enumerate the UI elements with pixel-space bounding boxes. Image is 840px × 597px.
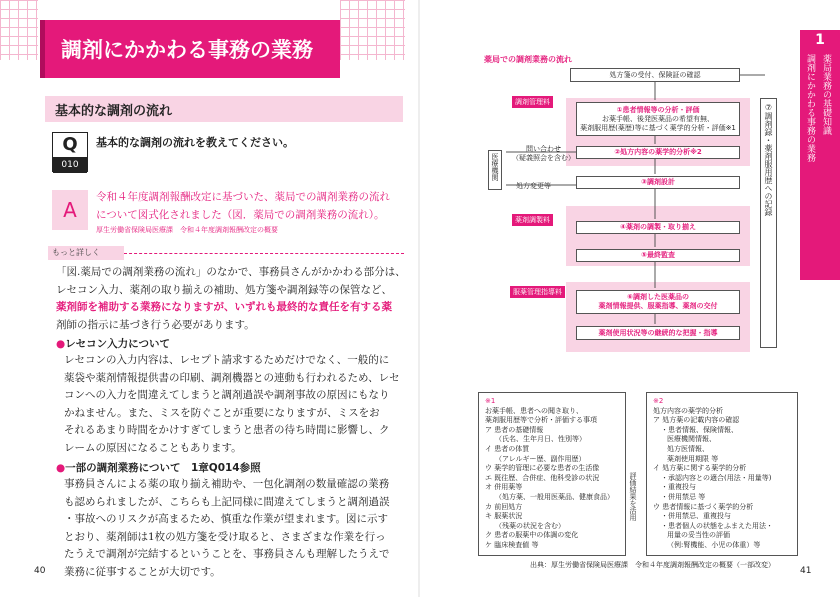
note-line: （残薬の状況を含む） [495,521,565,530]
answer-line: 令和４年度調剤報酬改定に基づいた、薬局での調剤業務の流れ [96,191,390,203]
text-line: レセコン入力、薬剤の取り揃えの補助、処方箋や調剤録等の保管など、 [56,283,392,296]
text-line: とおり、薬剤師は1枚の処方箋を受け取ると、さまざまな作業を行っ [64,530,386,543]
step6-line: ⑥調剤した医薬品の [627,293,689,301]
tag-prep: 薬剤調製料 [512,214,553,226]
page-number-left: 40 [34,566,46,576]
note-line: （氏名、生年月日、性別等） [495,435,586,444]
text-line: 薬袋や薬剤情報提供書の印刷、調剤機器との連動も行われるため、レセ [64,371,400,384]
text-line: ・事故へのリスクが高まるため、慎重な作業が望まれます。図に示す [64,513,389,525]
step4-text: ④薬剤の調製・取り揃え [620,223,696,231]
chapter-title: 調剤にかかわる事務の業務 [40,20,340,78]
note-line: イ 処方薬に関する薬学的分析 [653,464,747,473]
tag-guidance: 服薬管理指導料 [510,286,565,298]
step1-title: ①患者情報等の分析・評価 [616,105,700,114]
text-line: レームの原因になることもあります。 [64,441,242,454]
bullet-dot-icon: ● [56,338,66,350]
inquiry-sub: （疑義照会を含む） [512,154,575,162]
figure-title: 薬局での調剤業務の流れ [484,55,572,64]
question-letter: Q [62,134,78,155]
text-line: も認められましたが、こちらも上記同様に間違えてしまうと調剤過誤 [64,495,390,508]
text-line: それるあまり時間をかけすぎてしまうと患者の待ち時間に影響し、ク [64,424,390,436]
note-line: ※1 [485,397,496,405]
text-line: コンへの入力を間違えてしまうと調剤過誤や調剤事故の原因にもなり [64,389,390,401]
bullet-text: レセコン入力について [65,338,170,350]
note-line: （アレルギー歴、副作用歴） [495,454,586,463]
note-line: ・併用禁忌 等 [661,492,706,501]
note-line: 薬剤服用歴等で分析・評価する事項 [485,416,597,425]
note-line: ケ 臨床検査値 等 [485,540,539,549]
note-line: ・併用禁忌、重複投与 [661,512,731,521]
tab-number: 1 [815,32,825,48]
step5-text: ⑤最終監査 [641,251,675,259]
medical-institution: 医療機関 [488,150,502,190]
inquiry-text: 問い合わせ [526,145,561,153]
figure-source: 出典：厚生労働省保険局医療課 令和４年度調剤報酬改定の概要（一部改変） [530,561,775,569]
note-line: キ 服薬状況 [485,512,523,521]
note-line: エ 既往歴、合併症、他科受診の状況 [485,473,600,482]
tag-mgmt: 調剤管理料 [512,96,553,108]
answer-line: について図式化されました（図．薬局での調剤業務の流れ）。 [96,209,385,221]
chapter-side-tab [800,30,840,280]
step1-line: お薬手帳、後発医薬品の希望有無、 [602,114,714,123]
note-line: オ 併用薬等 [485,483,523,492]
question-text: 基本的な調剤の流れを教えてください。 [96,136,294,149]
tab-text: 調剤にかかわる事務の業務 [805,54,815,162]
text-line: 事務員さんによる薬の取り揃え補助や、一包化調剤の数量確認の業務 [64,478,390,490]
section-subtitle: 基本的な調剤の流れ [45,96,403,122]
eval-use-label: 評価結果を活用 [629,472,637,521]
text-line: 「図.薬局での調剤業務の流れ」のなかで、事務員さんがかかわる部分は、 [56,266,406,278]
note-line: ウ 患者情報に基づく薬学的分析 [653,502,754,511]
step3-text: ③調剤設計 [641,178,675,186]
note-line: ・重複投与 [661,483,696,492]
note-line: ア 処方薬の記載内容の確認 [653,416,740,425]
text-line: 剤師の指示に基づき行う必要があります。 [56,318,255,331]
record-column: ⑦調剤録・薬剤服用歴への記録 [760,98,777,348]
note-line: ウ 薬学的管理に必要な患者の生活像 [485,464,600,473]
page-number-right: 41 [800,566,812,576]
note-line: ・承認内容との適合(用法・用量等) [661,473,772,482]
note-line: 薬剤使用期限 等 [667,454,719,463]
text-line: 薬剤師を補助する業務になりますが、いずれも最終的な責任を有する薬 [56,301,392,313]
note-line: イ 患者の体質 [485,444,530,453]
note-line: ※2 [653,397,664,405]
note-line: ・患者個人の状態をふまえた用法・ [661,521,773,530]
text-line: 業務に従事することが大切です。 [64,565,221,578]
bullet-text: 一部の調剤業務について 1章Q014参照 [65,462,261,474]
tab-text: 薬局業務の基礎知識 [821,54,831,135]
note-line: お薬手帳、患者への聞き取り、 [485,406,583,415]
bullet-dot-icon: ● [56,462,66,474]
followup-text: 薬剤使用状況等の継続的な把握・指導 [598,328,718,337]
rx-change-label: 処方変更等 [516,182,551,190]
note-line: ア 患者の基礎情報 [485,425,544,434]
note-line: 処方医情報、 [667,444,709,453]
note-line: 医療機関情報、 [667,435,716,444]
note-line: （例:腎機能、小児の体重）等 [667,540,761,549]
question-number: 010 [53,157,87,173]
more-detail-tag: もっと詳しく [48,246,124,260]
note-line: 用量の妥当性の評価 [667,531,730,540]
note-line: （処方薬、一般用医薬品、健康食品） [495,492,614,501]
note-line: 処方内容の薬学的分析 [653,406,723,415]
text-line: たうえで調剤が完結するということを、事務員さんも理解したうえで [64,548,390,560]
answer-source: 厚生労働省保険局医療課 令和４年度調剤報酬改定の概要 [96,226,278,234]
note-line: ク 患者の服薬中の体調の変化 [485,531,579,540]
reception-text: 処方箋の受付、保険証の確認 [609,70,701,79]
step1-line: 薬剤服用歴(薬歴)等に基づく薬学的分析・評価※1 [580,123,736,132]
step2-text: ②処方内容の薬学的分析※2 [614,148,702,156]
note-1 [478,392,626,556]
step6-line: 薬剤情報提供、服薬指導、薬剤の交付 [598,302,718,310]
note-line: カ 前回処方 [485,502,523,511]
note-line: ・患者情報、保険情報、 [661,425,738,434]
note-2 [646,392,798,556]
text-line: かねません。また、ミスを防ぐことが重要になりますが、ミスをお [64,406,380,419]
text-line: レセコンの入力内容は、レセプト請求するためだけでなく、一般的に [64,354,390,366]
answer-badge: A [52,190,88,230]
